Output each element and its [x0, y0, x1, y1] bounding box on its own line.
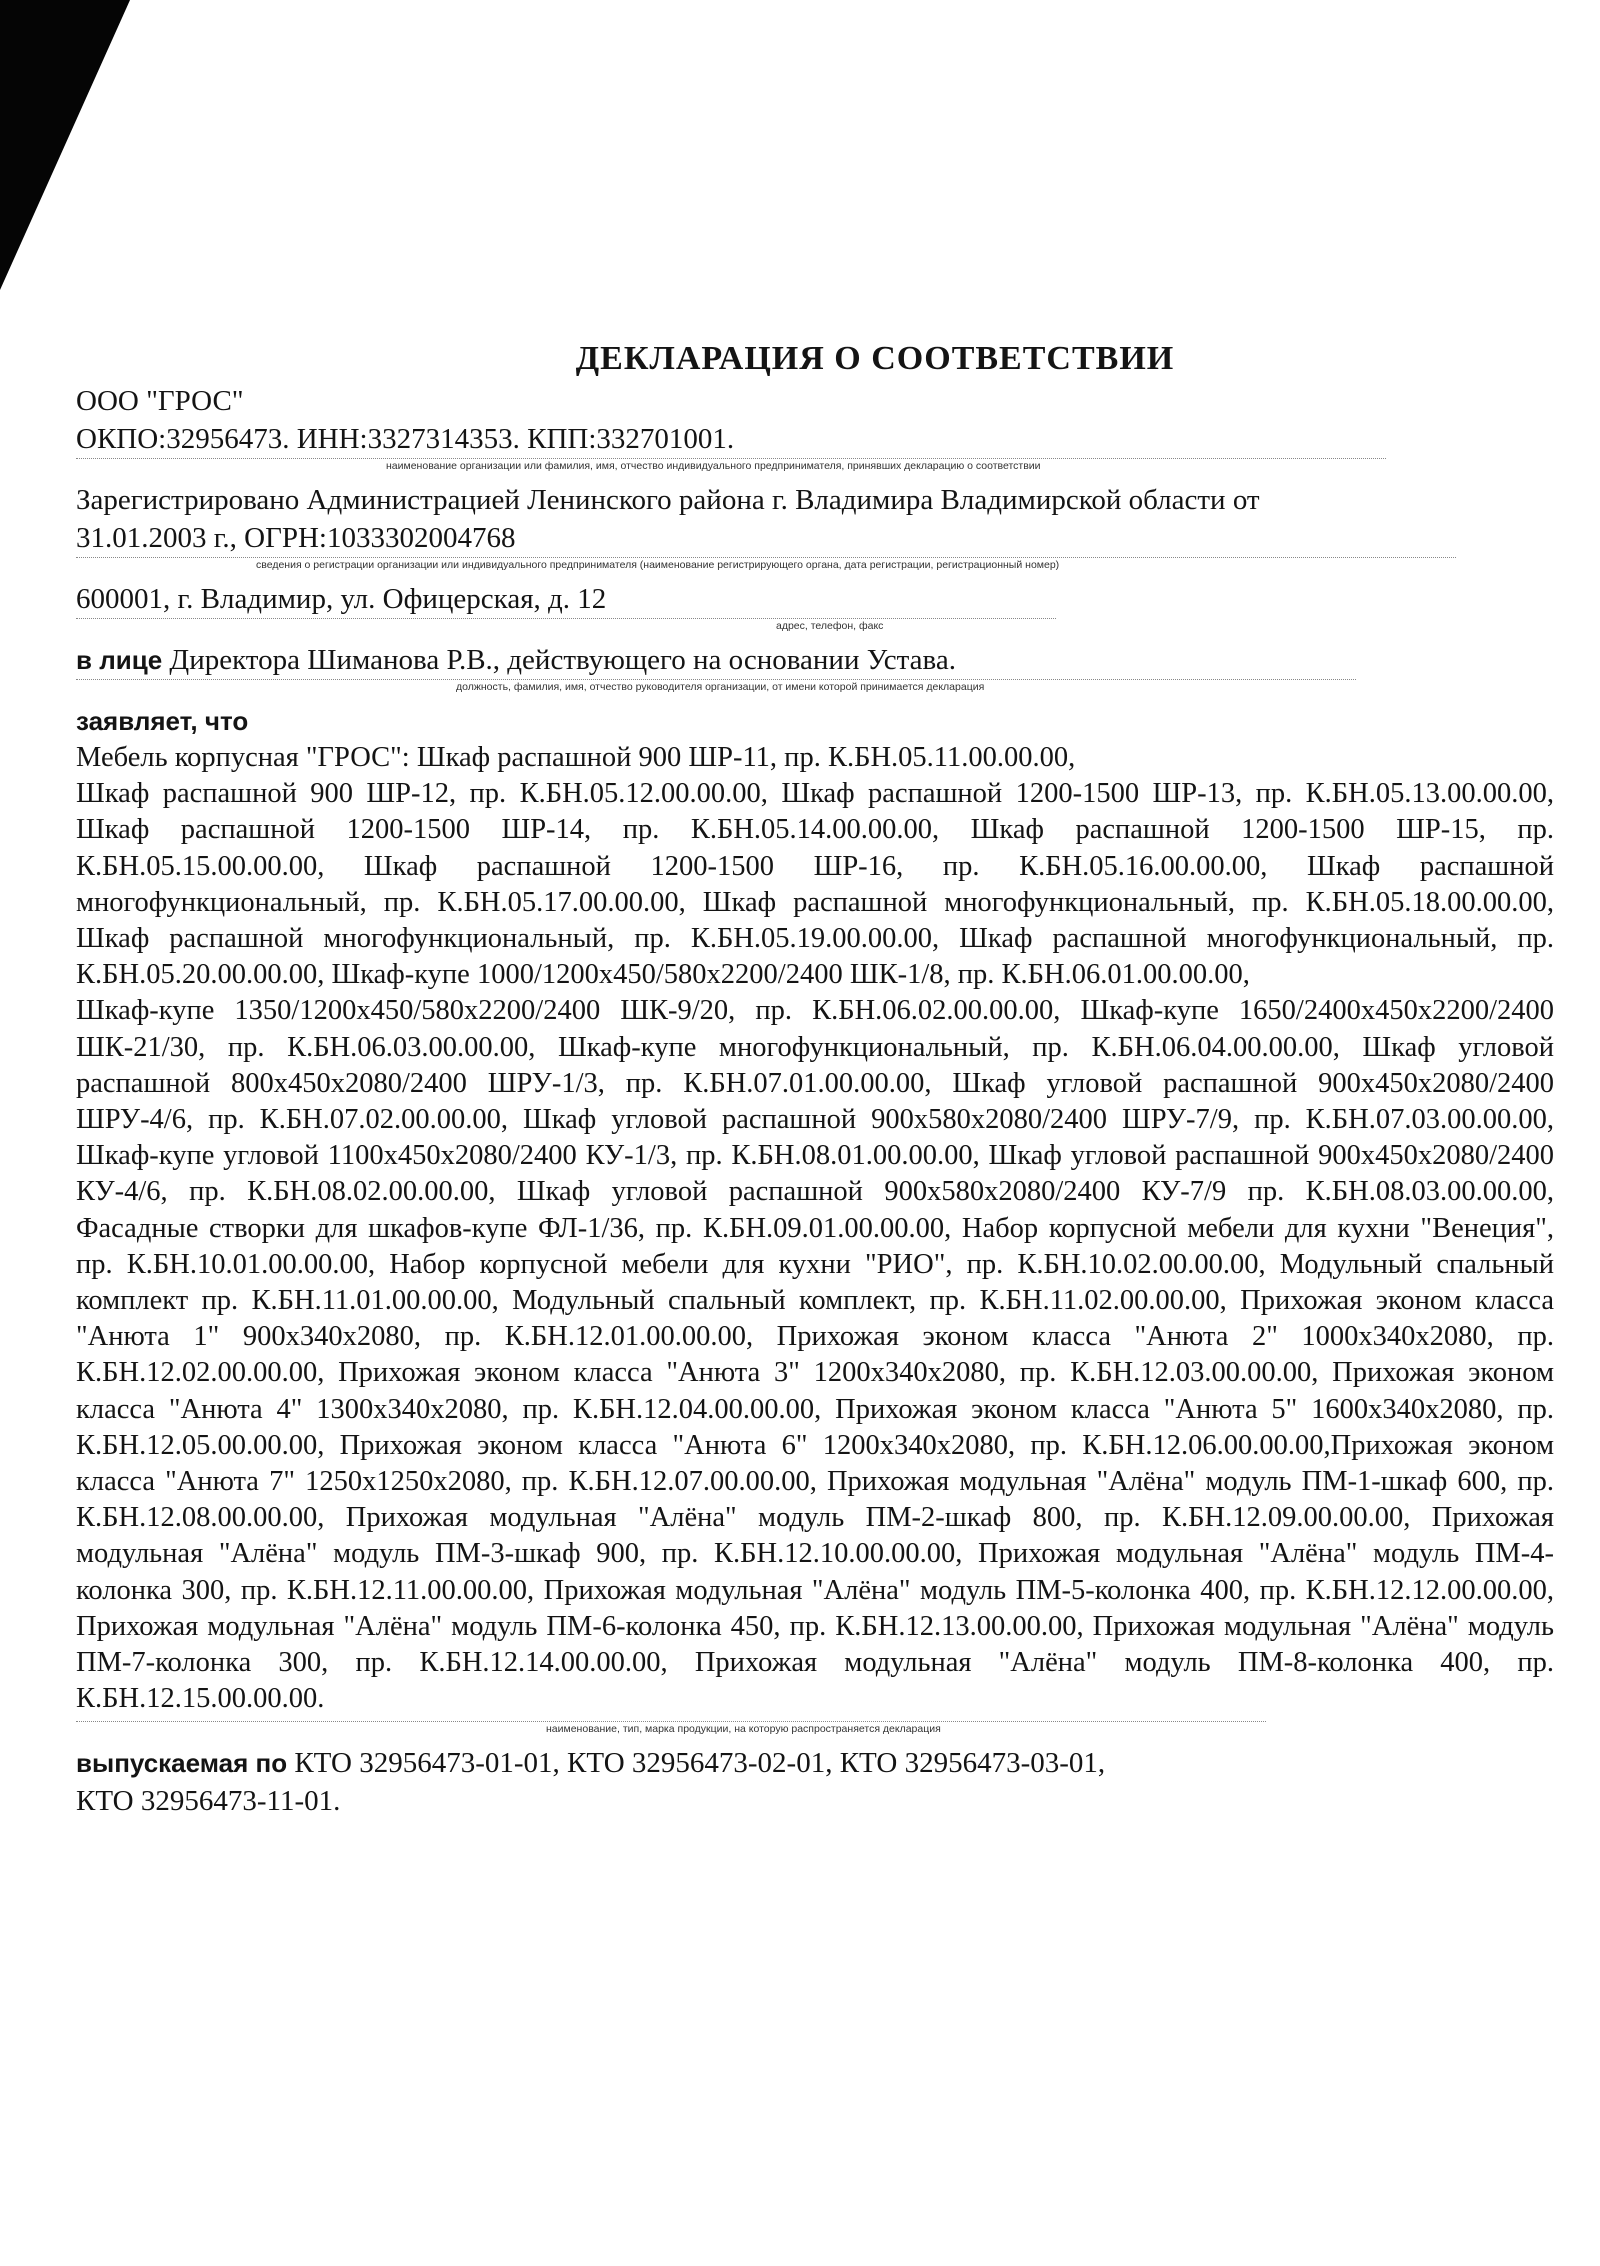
- produced-by-line-1: [76, 1744, 1554, 1782]
- produced-line-2: КТО 32956473-11-01.: [76, 1785, 341, 1818]
- caption-address: адрес, телефон, факс: [76, 618, 1056, 633]
- declares-lead: заявляет, что: [76, 706, 249, 736]
- represented-lead: в лице: [76, 645, 163, 675]
- product-list: [76, 740, 1554, 1717]
- product-first-line: Мебель корпусная "ГРОС": Шкаф распашной 900 ШР-11, пр. К.БН.05.11.00.00.00,: [76, 742, 1076, 773]
- product-paragraph-2: Шкаф распашной 900 ШР-12, пр. К.БН.05.12.00.00.00, Шкаф распашной 1200-1500 ШР-13, пр. К.БН.05.13.00.00.00, Шкаф распашной 1200-1500 ШР-14, пр. К.БН.05.14.00.00.00, Шкаф распашной 1200-1500 ШР-15, пр. К.БН.05.15.00.00.00, Шкаф распашной 1200-1500 ШР-16, пр. К.БН.05.16.00.00.00, Шкаф распашной многофункциональный, пр. К.БН.05.17.00.00.00, Шкаф распашной многофункциональный, пр. К.БН.05.18.00.00.00, Шкаф распашной многофункциональный, пр. К.БН.05.19.00.00.00, Шкаф распашной многофункциональный, пр. К.БН.05.20.00.00.00, Шкаф-купе 1000/1200х450/580х2200/2400 ШК-1/8, пр. К.БН.06.01.00.00.00,: [76, 778, 1554, 991]
- caption-organization: наименование организации или фамилия, имя, отчество индивидуального предпринимателя, принявших декларацию о соответствии: [76, 458, 1386, 473]
- product-paragraph-3: Шкаф-купе 1350/1200х450/580х2200/2400 ШК-9/20, пр. К.БН.06.02.00.00.00, Шкаф-купе 1650/2400х450х2200/2400 ШК-21/30, пр. К.БН.06.03.00.00.00, Шкаф-купе многофункциональный, пр. К.БН.06.04.00.00.00, Шкаф угловой распашной 800х450х2080/2400 ШРУ-1/3, пр. К.БН.07.01.00.00.00, Шкаф угловой распашной 900х450х2080/2400 ШРУ-4/6, пр. К.БН.07.02.00.00.00, Шкаф угловой распашной 900х580х2080/2400 ШРУ-7/9, пр. К.БН.07.03.00.00.00, Шкаф-купе угловой 1100х450х2080/2400 КУ-1/3, пр. К.БН.08.01.00.00.00, Шкаф угловой распашной 900х450х2080/2400 КУ-4/6, пр. К.БН.08.02.00.00.00, Шкаф угловой распашной 900х580х2080/2400 КУ-7/9 пр. К.БН.08.03.00.00.00, Фасадные створки для шкафов-купе ФЛ-1/36, пр. К.БН.09.01.00.00.00, Набор корпусной мебели для кухни "Венеция", пр. К.БН.10.01.00.00.00, Набор корпусной мебели для кухни "РИО", пр. К.БН.10.02.00.00.00, Модульный спальный комплект пр. К.БН.11.01.00.00.00, Модульный спальный комплект, пр. К.БН.11.02.00.00.00, Прихожая эконом класса "Анюта 1" 900х340х2080, пр. К.БН.12.01.00.00.00, Прихожая эконом класса "Анюта 2" 1000х340х2080, пр. К.БН.12.02.00.00.00, Прихожая эконом класса "Анюта 3" 1200х340х2080, пр. К.БН.12.03.00.00.00, Прихожая эконом класса "Анюта 4" 1300х340х2080, пр. К.БН.12.04.00.00.00, Прихожая эконом класса "Анюта 5" 1600х340х2080, пр. К.БН.12.05.00.00.00, Прихожая эконом класса "Анюта 6" 1200х340х2080, пр. К.БН.12.06.00.00.00,Прихожая эконом класса "Анюта 7" 1250х1250х2080, пр. К.БН.12.07.00.00.00, Прихожая модульная "Алёна" модуль ПМ-1-шкаф 600, пр. К.БН.12.08.00.00.00, Прихожая модульная "Алёна" модуль ПМ-2-шкаф 800, пр. К.БН.12.09.00.00.00, Прихожая модульная "Алёна" модуль ПМ-3-шкаф 900, пр. К.БН.12.10.00.00.00, Прихожая модульная "Алёна" модуль ПМ-4-колонка 300, пр. К.БН.12.11.00.00.00, Прихожая модульная "Алёна" модуль ПМ-5-колонка 400, пр. К.БН.12.12.00.00.00, Прихожая модульная "Алёна" модуль ПМ-6-колонка 450, пр. К.БН.12.13.00.00.00, Прихожая модульная "Алёна" модуль ПМ-7-колонка 300, пр. К.БН.12.14.00.00.00, Прихожая модульная "Алёна" модуль ПМ-8-колонка 400, пр. К.БН.12.15.00.00.00.: [76, 995, 1554, 1715]
- represented-by-line: [76, 641, 1554, 679]
- organization-name: ООО "ГРОС": [76, 385, 244, 417]
- organization-address: 600001, г. Владимир, ул. Офицерская, д. 12: [76, 583, 607, 615]
- declaration-document: [76, 340, 1554, 1820]
- represented-text: Директора Шиманова Р.В., действующего на основании Устава.: [169, 644, 956, 676]
- declares-line: [76, 702, 1554, 740]
- produced-lead: выпускаемая по: [76, 1748, 288, 1779]
- caption-represented: должность, фамилия, имя, отчество руководителя организации, от имени которой принимается декларация: [76, 679, 1356, 694]
- document-title: ДЕКЛАРАЦИЯ О СООТВЕТСТВИИ: [575, 340, 1175, 377]
- caption-registration: сведения о регистрации организации или индивидуального предпринимателя (наименование регистрирующего органа, дата регистрации, регистрационный номер): [76, 557, 1456, 572]
- caption-product: наименование, тип, марка продукции, на которую распространяется декларация: [76, 1721, 1266, 1736]
- organization-codes: ОКПО:32956473. ИНН:3327314353. КПП:332701001.: [76, 423, 735, 455]
- produced-line-1: КТО 32956473-01-01, КТО 32956473-02-01, КТО 32956473-03-01,: [294, 1747, 1106, 1780]
- scan-corner-shadow: [0, 0, 130, 290]
- registration-line-1: Зарегистрировано Администрацией Ленинского района г. Владимира Владимирской области от: [76, 484, 1260, 516]
- registration-line-2: 31.01.2003 г., ОГРН:1033302004768: [76, 522, 516, 554]
